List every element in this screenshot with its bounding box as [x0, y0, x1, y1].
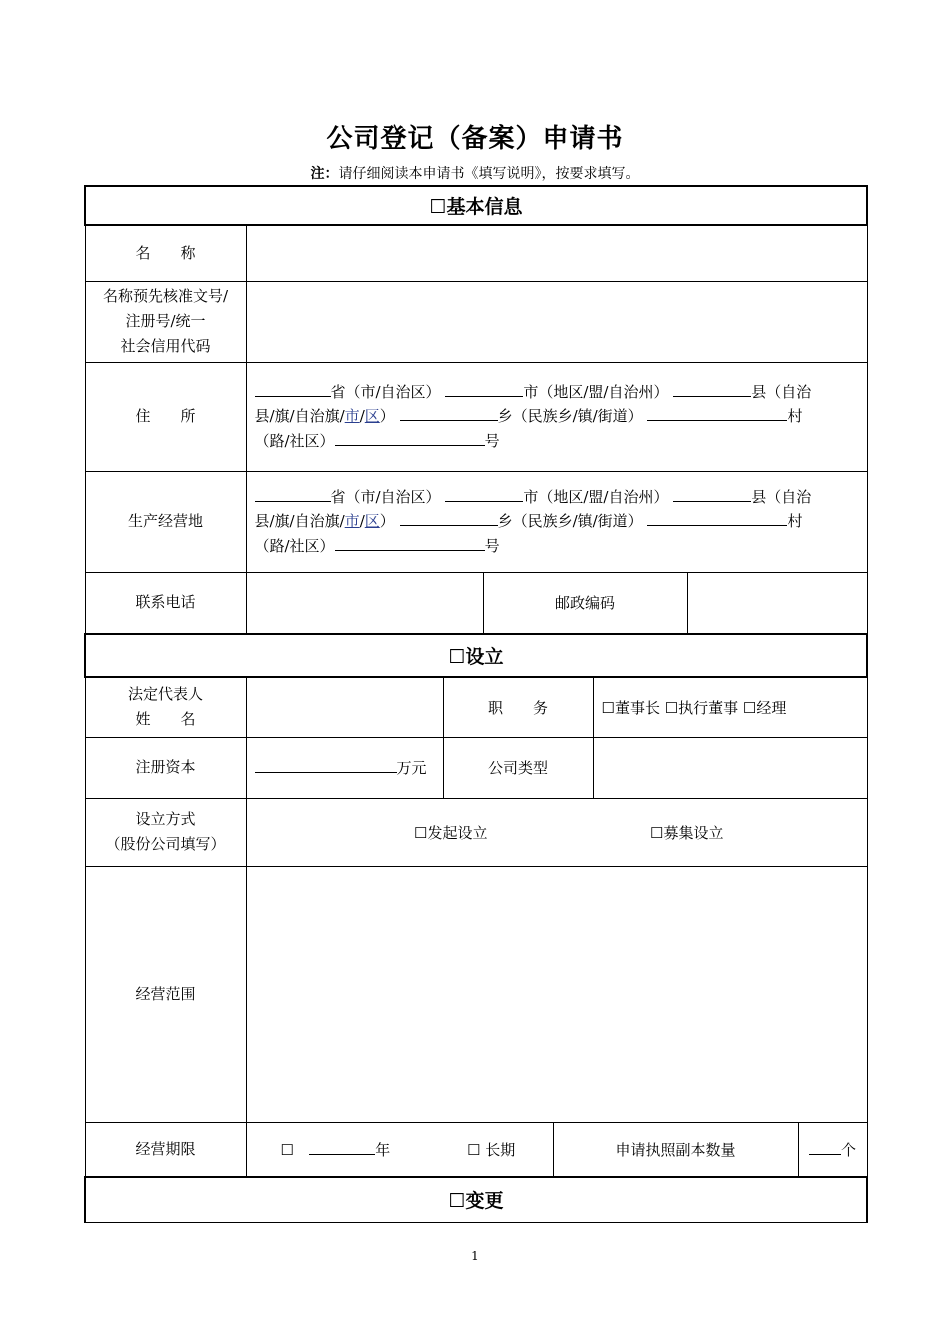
production-label: 生产经营地 — [85, 471, 246, 572]
section-basic-info[interactable]: ☐基本信息 — [85, 186, 867, 225]
township-blank[interactable] — [400, 510, 498, 526]
copies-blank[interactable] — [809, 1139, 841, 1155]
company-type-field[interactable] — [593, 737, 867, 798]
township-text: 乡（民族乡/镇/街道） — [497, 407, 643, 426]
village-text: 村 — [787, 407, 803, 426]
paren-text: ） — [379, 512, 395, 531]
county-type-text: 县/旗/自治旗/ — [254, 512, 345, 531]
shi-link[interactable]: 市 — [344, 407, 360, 426]
name-label: 名 称 — [85, 225, 246, 281]
village-blank[interactable] — [647, 510, 787, 526]
phone-field[interactable] — [246, 572, 483, 634]
term-year-blank[interactable] — [309, 1139, 375, 1155]
residence-address-field[interactable] — [246, 362, 867, 471]
legal-rep-field[interactable] — [246, 677, 443, 737]
province-blank[interactable] — [255, 486, 331, 502]
legal-rep-line2: 姓 名 — [135, 710, 196, 729]
shi-link[interactable]: 市 — [344, 512, 360, 531]
paren-text: ） — [379, 407, 395, 426]
term-field[interactable] — [246, 1122, 553, 1177]
code-label-line1: 名称预先核准文号/ — [102, 287, 229, 305]
city-blank[interactable] — [445, 486, 523, 502]
method-sponsor[interactable]: ☐发起设立 — [414, 823, 488, 842]
page-number: 1 — [471, 1249, 479, 1263]
number-text: 号 — [484, 431, 500, 450]
note-text: 请仔细阅读本申请书《填写说明》，按要求填写。 — [338, 166, 640, 182]
slash-text: / — [359, 407, 365, 426]
method-options[interactable] — [246, 798, 867, 866]
method-line1: 设立方式 — [135, 810, 196, 828]
village-text: 村 — [787, 512, 803, 531]
county-text: 县（自治 — [751, 487, 812, 506]
capital-blank[interactable] — [255, 757, 397, 773]
province-text: 省（市/自治区） — [330, 382, 441, 401]
phone-label: 联系电话 — [85, 572, 246, 634]
name-field[interactable] — [246, 225, 867, 281]
legal-rep-label — [85, 677, 246, 737]
term-year-unit: 年 — [375, 1140, 391, 1159]
number-blank[interactable] — [335, 535, 485, 551]
method-line2: （股份公司填写） — [105, 835, 226, 853]
copies-field[interactable] — [798, 1122, 867, 1177]
postcode-label: 邮政编码 — [483, 572, 687, 634]
capital-label: 注册资本 — [85, 737, 246, 798]
province-text: 省（市/自治区） — [330, 487, 441, 506]
postcode-field[interactable] — [687, 572, 867, 634]
city-blank[interactable] — [445, 381, 523, 397]
slash-text: / — [359, 512, 365, 531]
qu-link[interactable]: 区 — [364, 407, 380, 426]
position-label: 职 务 — [443, 677, 593, 737]
fill-note — [0, 163, 950, 183]
capital-unit: 万元 — [396, 759, 427, 777]
copies-label: 申请执照副本数量 — [553, 1122, 798, 1177]
code-label — [85, 281, 246, 362]
position-options[interactable]: ☐董事长 ☐执行董事 ☐经理 — [593, 677, 867, 737]
number-blank[interactable] — [335, 430, 485, 446]
township-text: 乡（民族乡/镇/街道） — [497, 512, 643, 531]
scope-label: 经营范围 — [85, 866, 246, 1122]
section-setup[interactable]: ☐设立 — [85, 634, 867, 677]
code-label-line3: 社会信用代码 — [120, 337, 211, 355]
qu-link[interactable]: 区 — [364, 512, 380, 531]
legal-rep-line1: 法定代表人 — [127, 685, 203, 704]
company-type-label: 公司类型 — [443, 737, 593, 798]
page-title: 公司登记（备案）申请书 — [326, 124, 624, 154]
county-blank[interactable] — [673, 486, 751, 502]
road-text: （路/社区） — [254, 431, 335, 450]
county-blank[interactable] — [673, 381, 751, 397]
city-text: 市（地区/盟/自治州） — [523, 487, 669, 506]
production-address-field[interactable] — [246, 471, 867, 572]
county-type-text: 县/旗/自治旗/ — [254, 407, 345, 426]
registration-form — [84, 185, 868, 1223]
number-text: 号 — [484, 536, 500, 555]
residence-label: 住 所 — [85, 362, 246, 471]
village-blank[interactable] — [647, 405, 787, 421]
township-blank[interactable] — [400, 405, 498, 421]
scope-field[interactable] — [246, 866, 867, 1122]
method-label — [85, 798, 246, 866]
term-label: 经营期限 — [85, 1122, 246, 1177]
note-prefix: 注： — [310, 166, 339, 182]
method-raise[interactable]: ☐募集设立 — [650, 823, 724, 842]
road-text: （路/社区） — [254, 536, 335, 555]
code-field[interactable] — [246, 281, 867, 362]
term-year-checkbox[interactable]: ☐ — [280, 1140, 294, 1159]
code-label-line2: 注册号/统一 — [125, 312, 206, 330]
section-change[interactable]: ☐变更 — [85, 1177, 867, 1222]
capital-field[interactable] — [246, 737, 443, 798]
county-text: 县（自治 — [751, 382, 812, 401]
city-text: 市（地区/盟/自治州） — [523, 382, 669, 401]
copies-unit: 个 — [841, 1140, 857, 1159]
term-long-checkbox[interactable]: ☐ 长期 — [467, 1140, 516, 1159]
province-blank[interactable] — [255, 381, 331, 397]
